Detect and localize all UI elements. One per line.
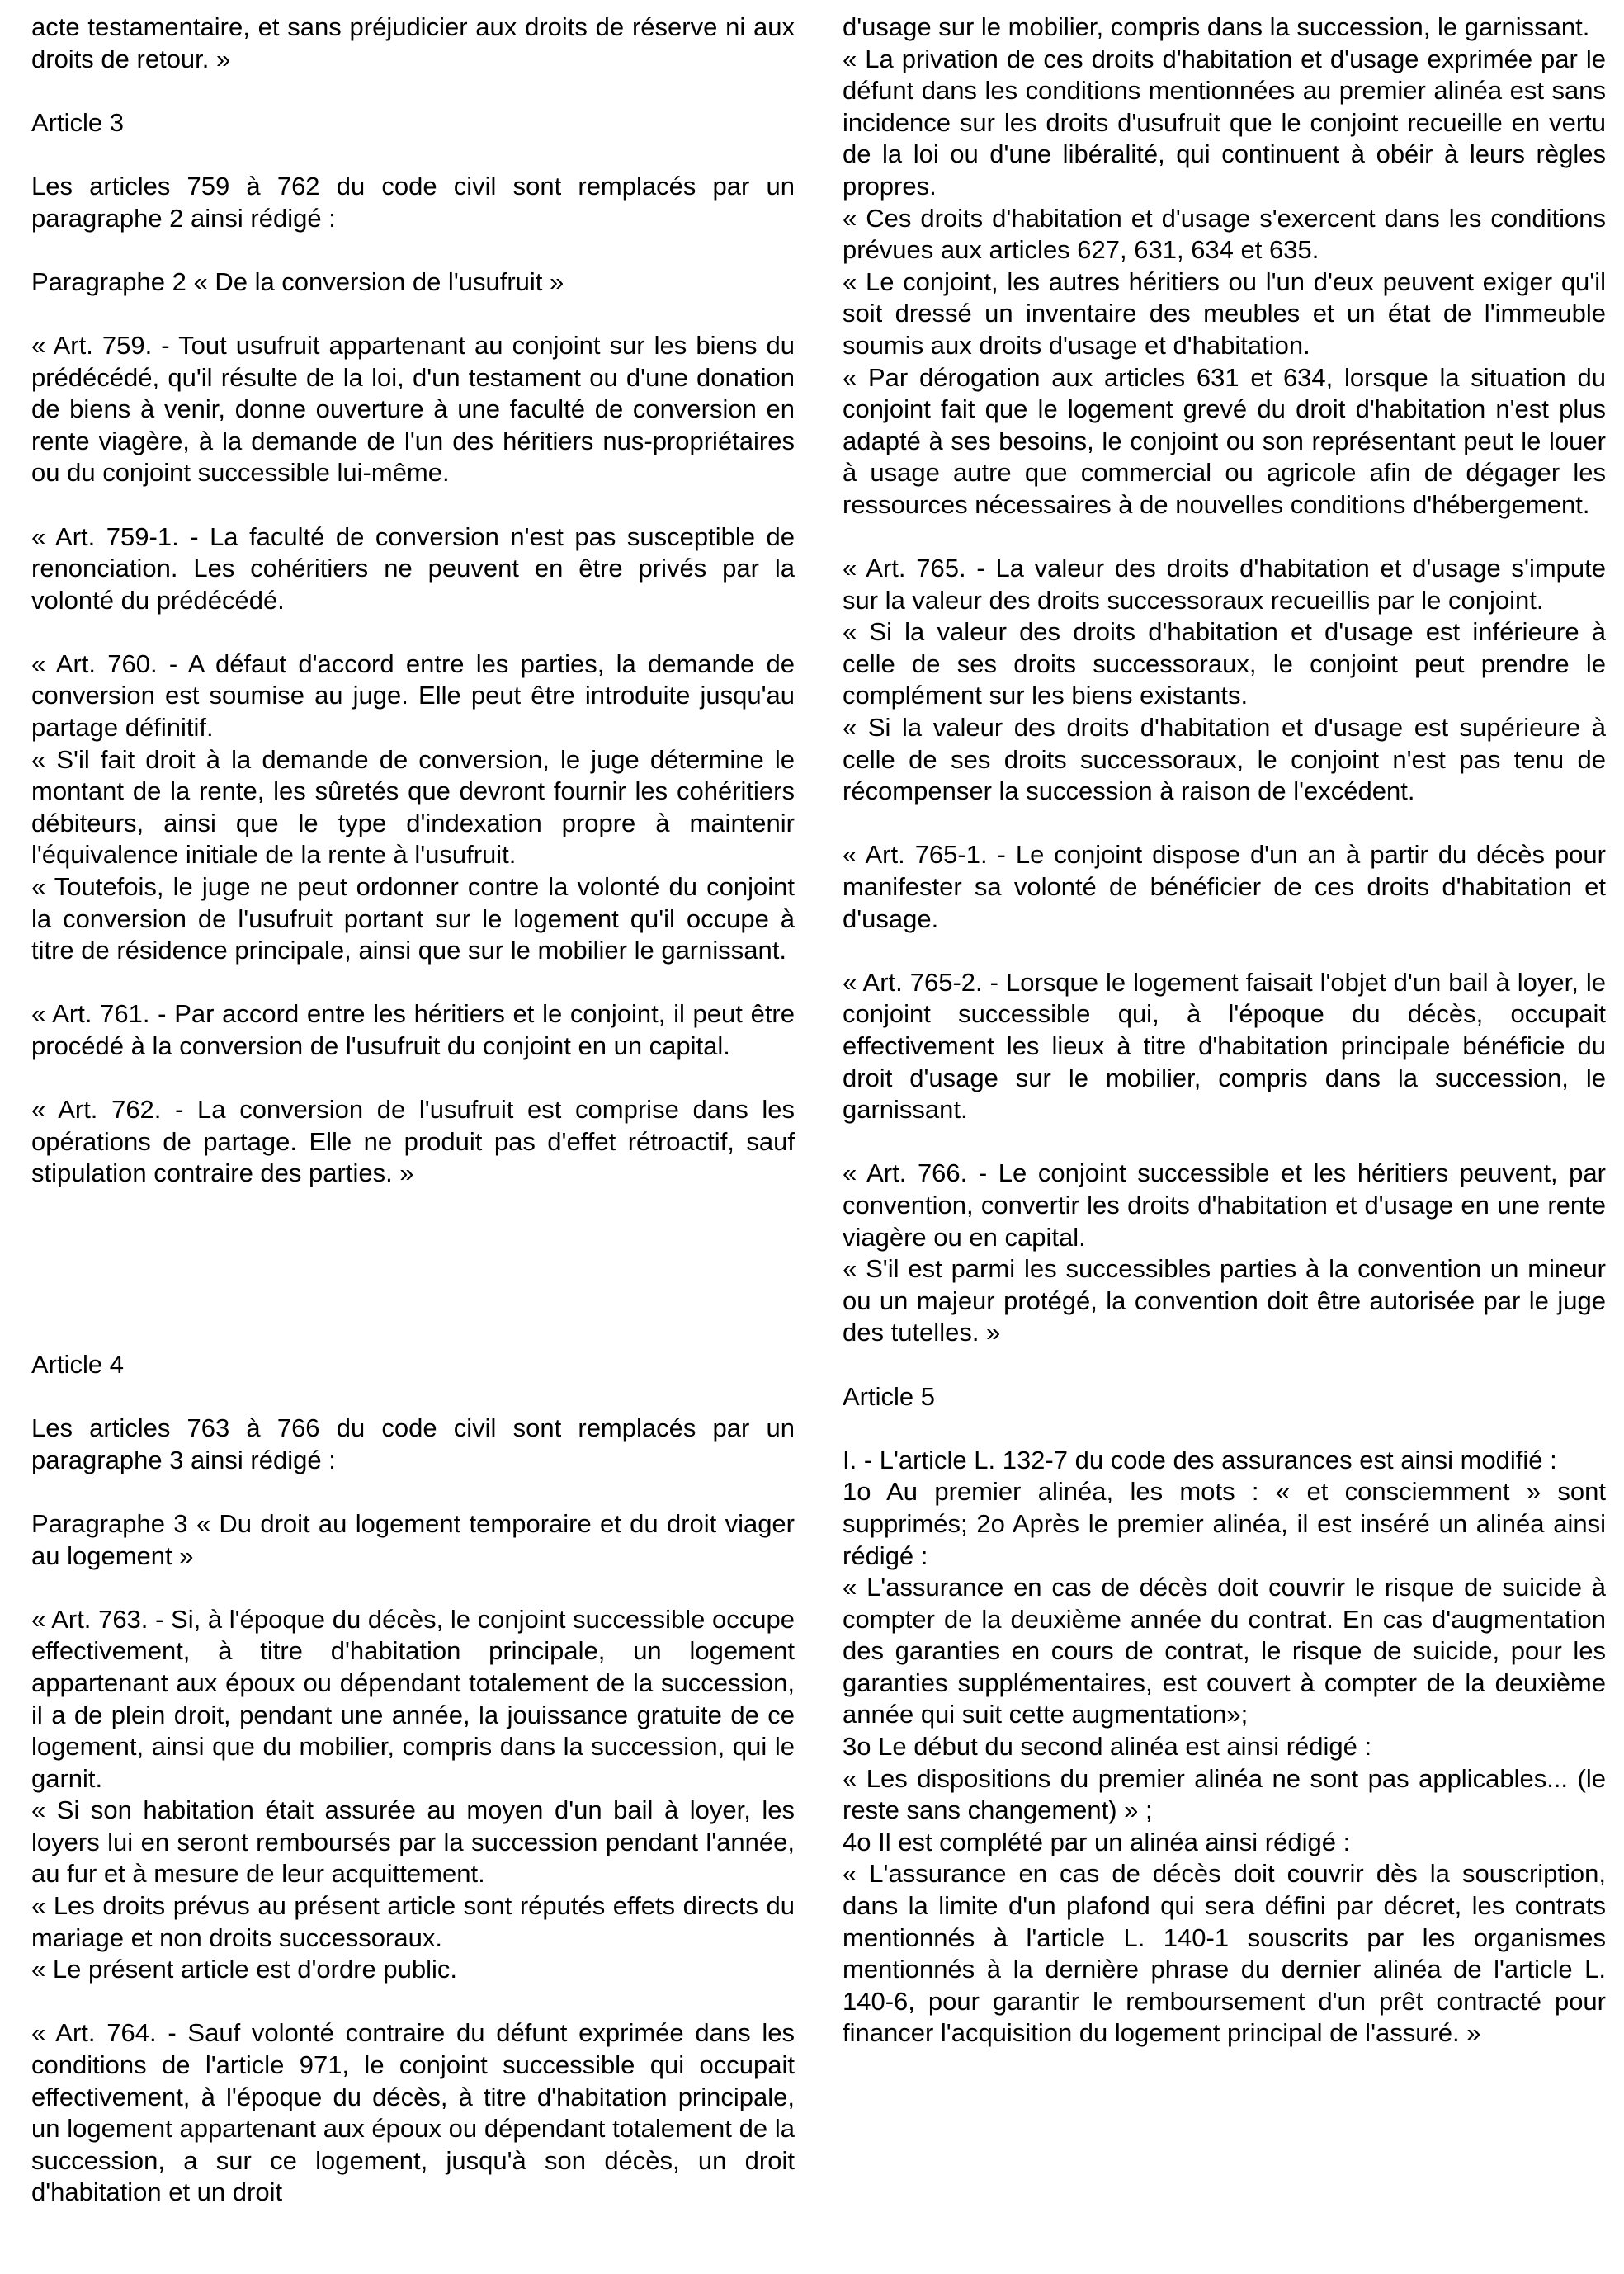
left-heading: Article 3	[31, 107, 124, 137]
right-paragraph: « Le conjoint, les autres héritiers ou l'un d'eux peuvent exiger qu'il soit dressé un inventaire des meubles et un état de l'immeuble soumis aux droits d'usage et d'habitation.	[843, 267, 1606, 360]
left-spacer	[31, 1063, 795, 1095]
right-paragraph: « Art. 765-2. - Lorsque le logement faisait l'objet d'un bail à loyer, le conjoint successible qui, à l'époque du décès, occupait effectivement les lieux à titre d'habitation principale bénéficie du droit d'usage sur le mobilier, compris dans la succession, le garnissant.	[843, 967, 1606, 1125]
right-paragraph: « Ces droits d'habitation et d'usage s'exercent dans les conditions prévues aux articles 627, 631, 634 et 635.	[843, 203, 1606, 265]
left-paragraph: « Art. 762. - La conversion de l'usufruit est comprise dans les opérations de partage. Elle ne produit pas d'effet rétroactif, sauf stipulation contraire des parties. »	[31, 1095, 795, 1188]
left-spacer	[31, 967, 795, 999]
left-paragraph: « Toutefois, le juge ne peut ordonner contre la volonté du conjoint la conversion de l'usufruit portant sur le logement qu'il occupe à titre de résidence principale, ainsi que sur le mobilier le garnissant.	[31, 872, 795, 965]
left-spacer	[31, 1986, 795, 2018]
right-spacer	[843, 808, 1606, 840]
right-paragraph: « Art. 765-1. - Le conjoint dispose d'un an à partir du décès pour manifester sa volonté de bénéficier de ces droits d'habitation et d'usage.	[843, 840, 1606, 933]
left-paragraph: « Les droits prévus au présent article sont réputés effets directs du mariage et non droits successoraux.	[31, 1891, 795, 1952]
left-paragraph: Les articles 763 à 766 du code civil sont remplacés par un paragraphe 3 ainsi rédigé :	[31, 1413, 795, 1474]
right-paragraph: 4o Il est complété par un alinéa ainsi rédigé :	[843, 1827, 1351, 1856]
right-paragraph: « Par dérogation aux articles 631 et 634, lorsque la situation du conjoint fait que le logement grevé du droit d'habitation n'est plus adapté à ses besoins, le conjoint ou son représentant peut le louer à usage autre que commercial ou agricole afin de dégager les ressources nécessaires à de nouvelles conditions d'hébergement.	[843, 362, 1606, 519]
left-spacer	[31, 1572, 795, 1604]
right-paragraph: « Les dispositions du premier alinéa ne sont pas applicables... (le reste sans changement) » ;	[843, 1763, 1606, 1825]
right-paragraph: 3o Le début du second alinéa est ainsi rédigé :	[843, 1732, 1372, 1762]
left-spacer	[31, 1476, 795, 1508]
right-spacer	[843, 1413, 1606, 1445]
left-paragraph: « S'il fait droit à la demande de conversion, le juge détermine le montant de la rente, les sûretés que devront fournir les cohéritiers débiteurs, ainsi que le type d'indexation propre à maintenir l'équivalence initiale de la rente à l'usufruit.	[31, 744, 795, 870]
left-paragraph: « Art. 759. - Tout usufruit appartenant au conjoint sur les biens du prédécédé, qu'il résulte de la loi, d'un testament ou d'une donation de biens à venir, donne ouverture à une faculté de conversion en rente viagère, à la demande de l'un des héritiers nus-propriétaires ou du conjoint successible lui-même.	[31, 330, 795, 488]
right-paragraph: d'usage sur le mobilier, compris dans la succession, le garnissant.	[843, 12, 1590, 41]
left-spacer	[31, 1381, 795, 1413]
right-paragraph: « La privation de ces droits d'habitation et d'usage exprimée par le défunt dans les conditions mentionnées au premier alinéa est sans incidence sur les droits d'usufruit que le conjoint recueille en vertu de la loi ou d'une libéralité, qui continuent à obéir à leurs règles propres.	[843, 44, 1606, 201]
right-paragraph: « Art. 766. - Le conjoint successible et les héritiers peuvent, par convention, convertir les droits d'habitation et d'usage en une rente viagère ou en capital.	[843, 1158, 1606, 1252]
right-paragraph: « L'assurance en cas de décès doit couvrir le risque de suicide à compter de la deuxième année du contrat. En cas d'augmentation des garanties en cours de contrat, le risque de suicide, pour les garanties supplémentaires, est couvert à compter de la deuxième année qui suit cette augmentation»;	[843, 1573, 1606, 1729]
left-spacer	[31, 234, 795, 267]
left-paragraph: « Art. 763. - Si, à l'époque du décès, le conjoint successible occupe effectivement, à titre d'habitation principale, un logement appartenant aux époux ou dépendant totalement de la succession, il a de plein droit, pendant une année, la jouissance gratuite de ce logement, ainsi que du mobilier, compris dans la succession, qui le garnit.	[31, 1604, 795, 1793]
left-spacer	[31, 75, 795, 107]
right-column	[843, 12, 1606, 2050]
right-paragraph: « Si la valeur des droits d'habitation et d'usage est supérieure à celle de ses droits successoraux, le conjoint n'est pas tenu de récompenser la succession à raison de l'excédent.	[843, 713, 1606, 806]
left-paragraph: acte testamentaire, et sans préjudicier aux droits de réserve ni aux droits de retour. »	[31, 12, 795, 73]
left-heading: Paragraphe 2 « De la conversion de l'usufruit »	[31, 267, 564, 296]
left-paragraph: « Si son habitation était assurée au moyen d'un bail à loyer, les loyers lui en seront remboursés par la succession pendant l'année, au fur et à mesure de leur acquittement.	[31, 1795, 795, 1889]
left-spacer	[31, 1190, 795, 1349]
right-paragraph: 1o Au premier alinéa, les mots : « et consciemment » sont supprimés; 2o Après le premier alinéa, il est inséré un alinéa ainsi rédigé :	[843, 1477, 1606, 1570]
left-heading: Article 4	[31, 1349, 124, 1379]
left-paragraph: « Art. 760. - A défaut d'accord entre les parties, la demande de conversion est soumise au juge. Elle peut être introduite jusqu'au partage définitif.	[31, 649, 795, 743]
right-paragraph: « L'assurance en cas de décès doit couvrir dès la souscription, dans la limite d'un plafond qui sera défini par décret, les contrats mentionnés à l'article L. 140-1 souscrits par les organismes mentionnés à la dernière phrase du dernier alinéa de l'article L. 140-6, pour garantir le remboursement d'un prêt contracté pour financer l'acquisition du logement principal de l'assuré. »	[843, 1859, 1606, 2048]
left-column	[31, 12, 795, 2209]
left-paragraph: Paragraphe 3 « Du droit au logement temporaire et du droit viager au logement »	[31, 1508, 795, 1570]
left-paragraph: « Le présent article est d'ordre public.	[31, 1955, 457, 1984]
right-paragraph: I. - L'article L. 132-7 du code des assurances est ainsi modifié :	[843, 1445, 1557, 1474]
right-spacer	[843, 1126, 1606, 1158]
right-spacer	[843, 1349, 1606, 1381]
left-spacer	[31, 139, 795, 171]
left-paragraph: « Art. 759-1. - La faculté de conversion n'est pas susceptible de renonciation. Les cohéritiers ne peuvent en être privés par la volonté du prédécédé.	[31, 521, 795, 615]
right-paragraph: « S'il est parmi les successibles parties à la convention un mineur ou un majeur protégé, la convention doit être autorisée par le juge des tutelles. »	[843, 1254, 1606, 1347]
right-spacer	[843, 521, 1606, 554]
left-spacer	[31, 489, 795, 521]
right-heading: Article 5	[843, 1381, 935, 1411]
right-paragraph: « Si la valeur des droits d'habitation et d'usage est inférieure à celle de ses droits successoraux, le conjoint peut prendre le complément sur les biens existants.	[843, 617, 1606, 710]
right-paragraph: « Art. 765. - La valeur des droits d'habitation et d'usage s'impute sur la valeur des droits successoraux recueillis par le conjoint.	[843, 554, 1606, 615]
left-paragraph: « Art. 761. - Par accord entre les héritiers et le conjoint, il peut être procédé à la conversion de l'usufruit du conjoint en un capital.	[31, 999, 795, 1060]
left-spacer	[31, 298, 795, 330]
right-spacer	[843, 935, 1606, 967]
left-paragraph: Les articles 759 à 762 du code civil sont remplacés par un paragraphe 2 ainsi rédigé :	[31, 171, 795, 233]
left-paragraph: « Art. 764. - Sauf volonté contraire du défunt exprimée dans les conditions de l'article 971, le conjoint successible qui occupait effectivement, à l'époque du décès, à titre d'habitation principale, un logement appartenant aux époux ou dépendant totalement de la succession, a sur ce logement, jusqu'à son décès, un droit d'habitation et un droit	[31, 2018, 795, 2207]
left-spacer	[31, 616, 795, 649]
